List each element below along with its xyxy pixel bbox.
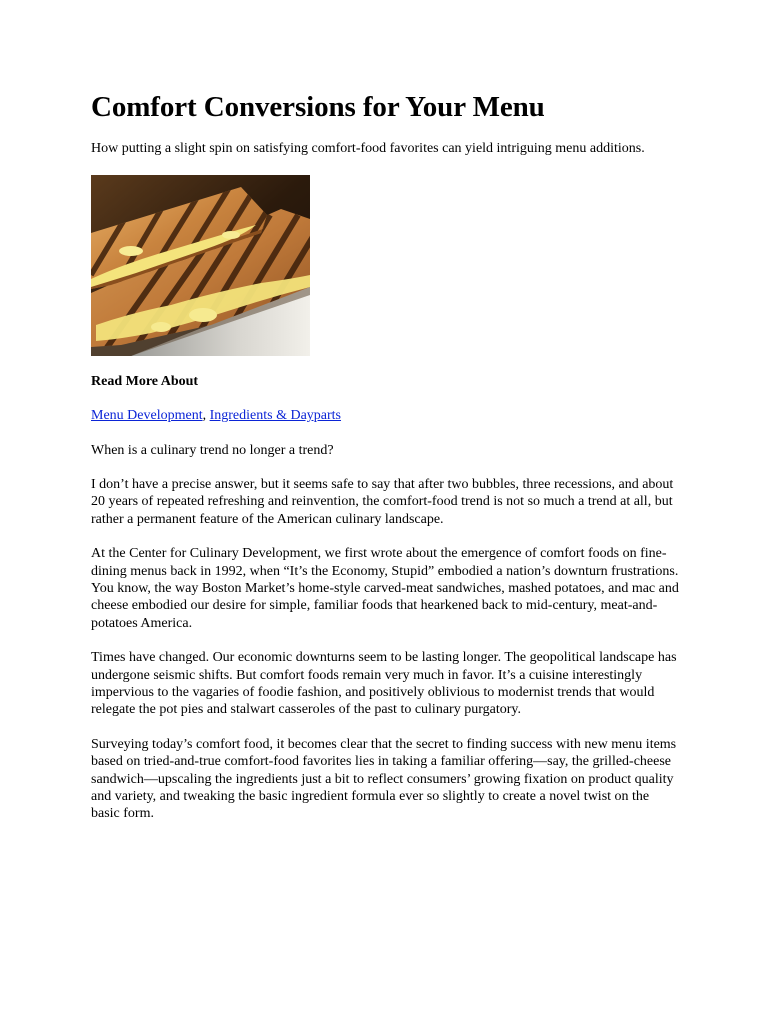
link-ingredients-dayparts[interactable]: Ingredients & Dayparts — [209, 408, 342, 423]
paragraph-5: Surveying today’s comfort food, it becomes clear that the secret to finding success with new menu items based on tried-and-true comfort-food favorites lies in taking a familiar offering—say, the grilled-cheese sandwich—upscaling the ingredients just a bit to reflect consumers’ growing fixation on product quality and variety, and tweaking the basic ingredient formula ever so slightly to create a novel twist on the basic form. — [91, 736, 677, 822]
link-menu-development[interactable]: Menu Development — [91, 408, 203, 423]
paragraph-1: When is a culinary trend no longer a trend? — [91, 442, 334, 458]
link-separator: , — [202, 408, 210, 423]
paragraph-4: Times have changed. Our economic downturns seem to be lasting longer. The geopolitical landscape has undergone seismic shifts. But comfort foods remain very much in favor. It’s a cuisine interestingly impervious to the vagaries of foodie fashion, and positively oblivious to modernist trends that would relegate the pot pies and stalwart casseroles of the past to culinary purgatory. — [91, 650, 677, 718]
article-subtitle: How putting a slight spin on satisfying comfort-food favorites can yield intriguing menu additions. — [91, 141, 645, 156]
page-title: Comfort Conversions for Your Menu — [91, 91, 545, 123]
article — [91, 88, 681, 823]
paragraph-3: At the Center for Culinary Development, we first wrote about the emergence of comfort foods on fine-dining menus back in 1992, when “It’s the Economy, Stupid” embodied a nation’s downturn frustrations. You know, the way Boston Market’s home-style carved-meat sandwiches, mashed potatoes, and mac and cheese embodied our desire for simple, familiar foods that hearkened back to mid-century, meat-and-potatoes America. — [91, 546, 679, 631]
grilled-cheese-photo — [91, 175, 310, 356]
paragraph-2: I don’t have a precise answer, but it seems safe to say that after two bubbles, three recessions, and about 20 years of repeated refreshing and reinvention, the comfort-food trend is not so much a trend at all, but rather a permanent feature of the American culinary landscape. — [91, 476, 674, 527]
read-more-links — [91, 407, 681, 425]
read-more-heading: Read More About — [91, 373, 199, 389]
